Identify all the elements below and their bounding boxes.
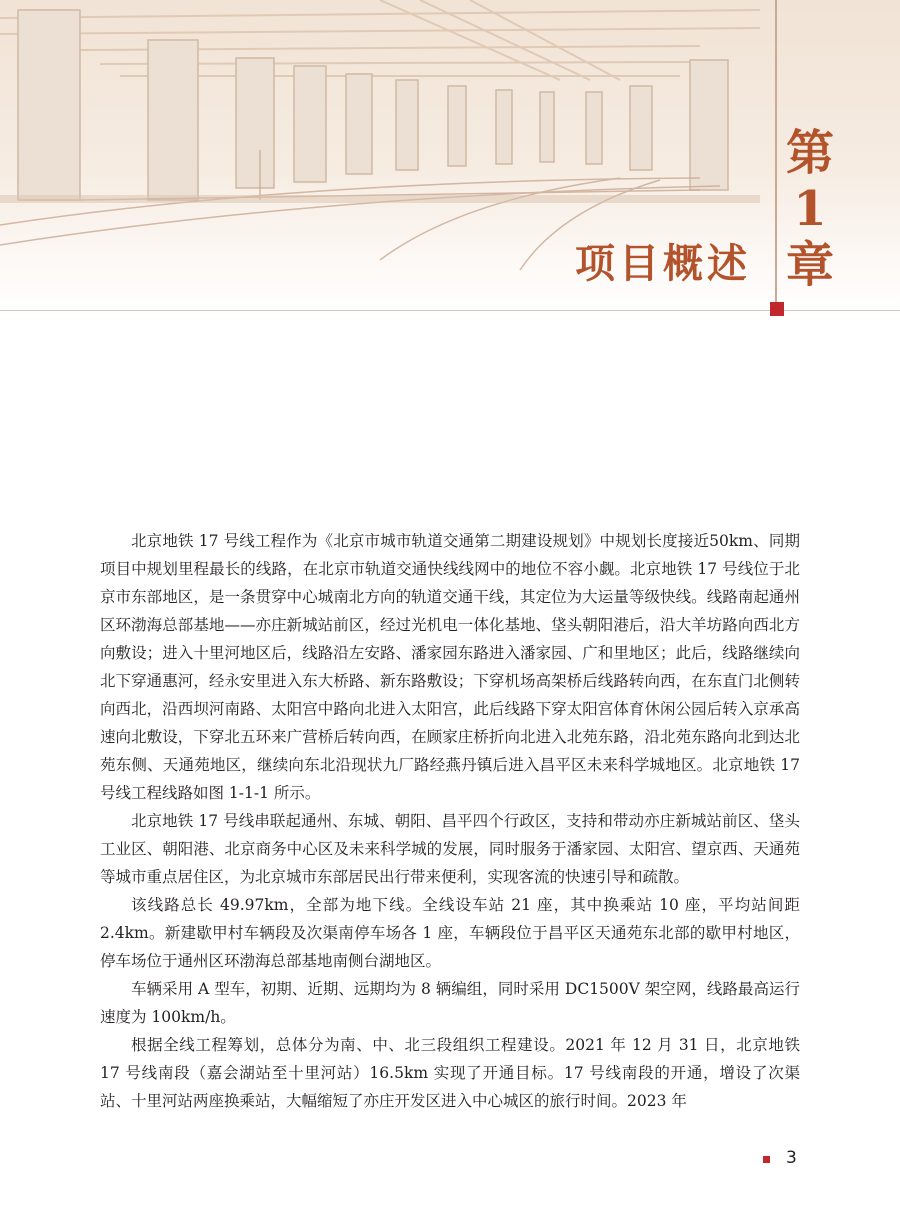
paragraph: 根据全线工程筹划，总体分为南、中、北三段组织工程建设。2021 年 12 月 31 日，北京地铁 17 号线南段（嘉会湖站至十里河站）16.5km 实现了开通目标。17 号线南段的开通，增设了次渠站、十里河站两座换乘站，大幅缩短了亦庄开发区进入中心城区的旅行时间。2023 年: [100, 1036, 800, 1110]
page-marker-square: [763, 1156, 770, 1163]
body-text: [100, 527, 800, 1115]
chapter-number: [785, 125, 835, 293]
paragraph: 该线路总长 49.97km，全部为地下线。全线设车站 21 座，其中换乘站 10 座，平均站间距 2.4km。新建歇甲村车辆段及次渠南停车场各 1 座，车辆段位于昌平区天通苑东北部的歇甲村地区，停车场位于通州区环渤海总部基地南侧台湖地区。: [100, 896, 800, 970]
subway-depot-illustration: [0, 0, 900, 310]
paragraph: 车辆采用 A 型车，初期、近期、远期均为 8 辆编组，同时采用 DC1500V 架空网，线路最高运行速度为 100km/h。: [100, 980, 800, 1026]
chapter-header-image: [0, 0, 900, 310]
chapter-prefix: 第: [785, 125, 834, 181]
chapter-title: 项目概述: [575, 241, 751, 287]
chapter-suffix: 章: [785, 237, 834, 293]
header-divider: [0, 310, 900, 311]
chapter-marker-line: [775, 0, 777, 305]
chapter-digit: 1: [793, 181, 827, 237]
paragraph: 北京地铁 17 号线工程作为《北京市城市轨道交通第二期建设规划》中规划长度接近50km、同期项目中规划里程最长的线路，在北京市轨道交通快线线网中的地位不容小觑。北京地铁 17 号线位于北京市东部地区，是一条贯穿中心城南北方向的轨道交通干线，其定位为大运量等级快线。线路南起通州区环渤海总部基地——亦庄新城站前区，经过光机电一体化基地、垡头朝阳港后，沿大羊坊路向西北方向敷设；进入十里河地区后，线路沿左安路、潘家园东路进入潘家园、广和里地区；此后，线路继续向北下穿通惠河，经永安里进入东大桥路、新东路敷设；下穿机场高架桥后线路转向西，在东直门北侧转向西北，沿西坝河南路、太阳宫中路向北进入太阳宫，此后线路下穿太阳宫体育休闲公园后转入京承高速向北敷设，下穿北五环来广营桥后转向西，在顾家庄桥折向北进入北苑东路，沿北苑东路向北到达北苑东侧、天通苑地区，继续向东北沿现状九厂路经燕丹镇后进入昌平区未来科学城地区。北京地铁 17 号线工程线路如图 1-1-1 所示。: [100, 532, 800, 802]
paragraph: 北京地铁 17 号线串联起通州、东城、朝阳、昌平四个行政区，支持和带动亦庄新城站前区、垡头工业区、朝阳港、北京商务中心区及未来科学城的发展，同时服务于潘家园、太阳宫、望京西、天通苑等城市重点居住区，为北京城市东部居民出行带来便利，实现客流的快速引导和疏散。: [100, 812, 800, 886]
chapter-marker-square: [770, 302, 784, 316]
page-number: 3: [786, 1148, 797, 1168]
